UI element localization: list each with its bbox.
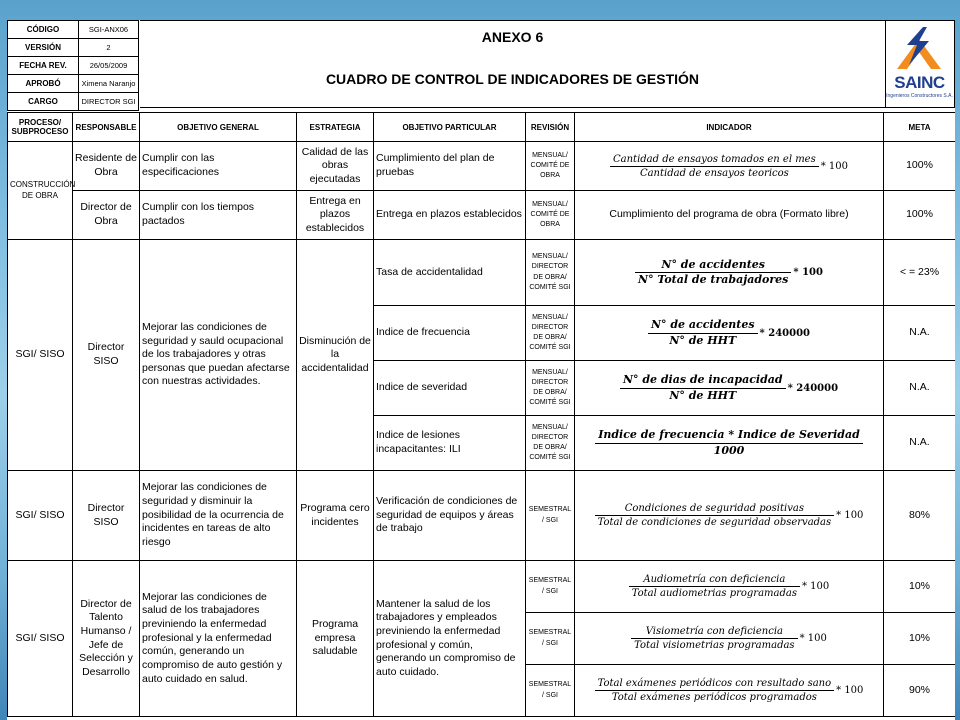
formula-multiplier: * 100 — [793, 267, 823, 278]
goal-cell: 10% — [884, 613, 956, 665]
meta-label: APROBÓ — [8, 75, 79, 93]
meta-row — [8, 57, 139, 75]
meta-label: FECHA REV. — [8, 57, 79, 75]
column-header: PROCESO/ SUBPROCESO — [8, 113, 73, 142]
logo-text: SAINC — [894, 73, 945, 92]
strategy-cell: Disminución de la accidentalidad — [297, 240, 374, 471]
formula-denominator: N° de HHT — [648, 333, 758, 348]
goal-cell: < = 23% — [884, 240, 956, 306]
indicator-formula — [610, 153, 819, 180]
indicators-table — [7, 112, 955, 717]
indicator-cell — [575, 471, 884, 561]
formula-numerator: Condiciones de seguridad positivas — [624, 503, 804, 514]
indicator-cell — [575, 240, 884, 306]
goal-cell: 80% — [884, 471, 956, 561]
indicator-cell — [575, 361, 884, 416]
document-header — [7, 20, 955, 107]
document-title: CUADRO DE CONTROL DE INDICADORES DE GESTIÓN — [325, 71, 700, 87]
review-cell: SEMESTRAL / SGI — [526, 613, 575, 665]
process-cell: SGI/ SISO — [8, 471, 73, 561]
goal-cell: N.A. — [884, 416, 956, 471]
meta-value: DIRECTOR SGI — [79, 93, 139, 111]
formula-numerator: Indice de frecuencia * Indice de Severidad — [598, 428, 860, 442]
formula-numerator: Visiometría con deficiencia — [645, 626, 783, 637]
review-cell: SEMESTRAL / SGI — [526, 665, 575, 717]
meta-value: SGI-ANX06 — [79, 21, 139, 39]
review-cell: MENSUAL/ DIRECTOR DE OBRA/ COMITÉ SGI — [526, 306, 575, 361]
formula-numerator: Audiometría con deficiencia — [643, 574, 786, 585]
logo-subtitle: Ingenieros Constructores S.A. — [886, 93, 953, 99]
formula-denominator: Total visiometrias programadas — [631, 638, 797, 652]
general-objective-cell: Mejorar las condiciones de seguridad y disminuir la posibilidad de la ocurrencia de incidentes en tareas de alto riesgo — [140, 471, 297, 561]
column-header: OBJETIVO GENERAL — [140, 113, 297, 142]
indicator-formula — [595, 502, 835, 529]
meta-value: 26/05/2009 — [79, 57, 139, 75]
meta-row — [8, 39, 139, 57]
particular-objective-cell: Indice de severidad — [374, 361, 526, 416]
goal-cell: 10% — [884, 561, 956, 613]
general-objective-cell: Mejorar las condiciones de seguridad y sauld ocupacional de los trabajadores y otras personas que puedan afectarse con nuestras actividades. — [140, 240, 297, 471]
indicator-formula — [620, 373, 786, 403]
indicator-formula — [595, 428, 863, 458]
process-cell: SGI/ SISO — [8, 240, 73, 471]
table-row — [8, 191, 956, 240]
strategy-cell: Programa cero incidentes — [297, 471, 374, 561]
process-cell: CONSTRUCCIÓN DE OBRA — [8, 142, 73, 240]
indicator-formula — [629, 573, 800, 600]
logo-mark-icon — [893, 25, 945, 73]
review-cell: SEMESTRAL / SGI — [526, 471, 575, 561]
table-row — [8, 142, 956, 191]
indicator-cell — [575, 561, 884, 613]
formula-numerator: Total exámenes periódicos con resultado sano — [597, 678, 832, 689]
particular-objective-cell: Verificación de condiciones de seguridad de equipos y áreas de trabajo — [374, 471, 526, 561]
responsible-cell: Residente de Obra — [73, 142, 140, 191]
indicator-cell — [575, 416, 884, 471]
responsible-cell: Director SISO — [73, 240, 140, 471]
review-cell: MENSUAL/ COMITÉ DE OBRA — [526, 191, 575, 240]
particular-objective-cell: Indice de frecuencia — [374, 306, 526, 361]
formula-denominator: Cantidad de ensayos teoricos — [610, 166, 819, 180]
meta-label: CÓDIGO — [8, 21, 79, 39]
meta-row — [8, 21, 139, 39]
formula-multiplier: * 100 — [820, 160, 848, 172]
formula-denominator: 1000 — [595, 443, 863, 458]
formula-multiplier: * 100 — [801, 581, 830, 592]
meta-value: 2 — [79, 39, 139, 57]
particular-objective-cell: Entrega en plazos establecidos — [374, 191, 526, 240]
responsible-cell: Director SISO — [73, 471, 140, 561]
formula-multiplier: * 100 — [799, 633, 827, 644]
meta-value: Ximena Naranjo — [79, 75, 139, 93]
column-header: META — [884, 113, 956, 142]
goal-cell: N.A. — [884, 306, 956, 361]
particular-objective-cell: Tasa de accidentalidad — [374, 240, 526, 306]
strategy-cell: Entrega en plazos establecidos — [297, 191, 374, 240]
review-cell: MENSUAL/ DIRECTOR DE OBRA/ COMITÉ SGI — [526, 416, 575, 471]
process-cell: SGI/ SISO — [8, 561, 73, 717]
formula-denominator: Total de condiciones de seguridad observadas — [595, 515, 835, 529]
meta-label: CARGO — [8, 93, 79, 111]
meta-label: VERSIÓN — [8, 39, 79, 57]
responsible-cell: Director de Obra — [73, 191, 140, 240]
document-meta-table — [7, 20, 139, 111]
indicator-cell — [575, 306, 884, 361]
review-cell: MENSUAL/ DIRECTOR DE OBRA/ COMITÉ SGI — [526, 240, 575, 306]
formula-multiplier: * 100 — [836, 510, 864, 521]
review-cell: SEMESTRAL / SGI — [526, 561, 575, 613]
formula-denominator: Total audiometrias programadas — [629, 586, 800, 600]
indicator-cell: Cumplimiento del programa de obra (Formato libre) — [575, 191, 884, 240]
goal-cell: 90% — [884, 665, 956, 717]
responsible-cell: Director de Talento Humanso / Jefe de Selección y Desarrollo — [73, 561, 140, 717]
formula-denominator: N° de HHT — [620, 388, 786, 403]
table-row — [8, 471, 956, 561]
formula-numerator: N° de accidentes — [661, 257, 765, 271]
formula-multiplier: * 240000 — [787, 382, 839, 394]
indicator-formula — [648, 318, 758, 348]
formula-multiplier: * 100 — [836, 685, 864, 696]
formula-denominator: Total exámenes periódicos programados — [595, 690, 835, 704]
general-objective-cell: Mejorar las condiciones de salud de los trabajadores previniendo la enfermedad profesional y la enfermedad común, generando un compromiso de auto gestión y auto cuidado en salud. — [140, 561, 297, 717]
formula-numerator: Cantidad de ensayos tomados en el mes — [613, 153, 816, 165]
goal-cell: 100% — [884, 191, 956, 240]
general-objective-cell: Cumplir con las especificaciones — [140, 142, 297, 191]
column-header: OBJETIVO PARTICULAR — [374, 113, 526, 142]
strategy-cell: Calidad de las obras ejecutadas — [297, 142, 374, 191]
column-header: ESTRATEGIA — [297, 113, 374, 142]
table-header-row — [8, 113, 956, 142]
annex-label: ANEXO 6 — [481, 29, 544, 45]
meta-row — [8, 75, 139, 93]
formula-numerator: N° de accidentes — [650, 318, 755, 332]
column-header: RESPONSABLE — [73, 113, 140, 142]
table-row — [8, 240, 956, 306]
indicator-formula — [631, 625, 797, 652]
document-sheet — [7, 20, 955, 720]
particular-objective-cell: Indice de lesiones incapacitantes: ILI — [374, 416, 526, 471]
formula-numerator: N° de dias de incapacidad — [622, 373, 783, 387]
formula-denominator: N° Total de trabajadores — [635, 272, 791, 287]
particular-objective-cell: Mantener la salud de los trabajadores y empleados previniendo la enfermedad profesional y común, generando un compromiso de auto cuidado. — [374, 561, 526, 717]
column-header: INDICADOR — [575, 113, 884, 142]
indicator-cell — [575, 613, 884, 665]
goal-cell: 100% — [884, 142, 956, 191]
meta-row — [8, 93, 139, 111]
strategy-cell: Programa empresa saludable — [297, 561, 374, 717]
formula-multiplier: * 240000 — [759, 327, 811, 339]
indicator-cell — [575, 665, 884, 717]
review-cell: MENSUAL/ DIRECTOR DE OBRA/ COMITÉ SGI — [526, 361, 575, 416]
indicator-formula — [635, 258, 791, 288]
indicator-cell — [575, 142, 884, 191]
column-header: REVISIÓN — [526, 113, 575, 142]
review-cell: MENSUAL/ COMITÉ DE OBRA — [526, 142, 575, 191]
table-row — [8, 561, 956, 613]
company-logo — [885, 20, 955, 108]
indicator-formula — [595, 677, 835, 704]
goal-cell: N.A. — [884, 361, 956, 416]
title-block — [140, 20, 886, 108]
general-objective-cell: Cumplir con los tiempos pactados — [140, 191, 297, 240]
particular-objective-cell: Cumplimiento del plan de pruebas — [374, 142, 526, 191]
